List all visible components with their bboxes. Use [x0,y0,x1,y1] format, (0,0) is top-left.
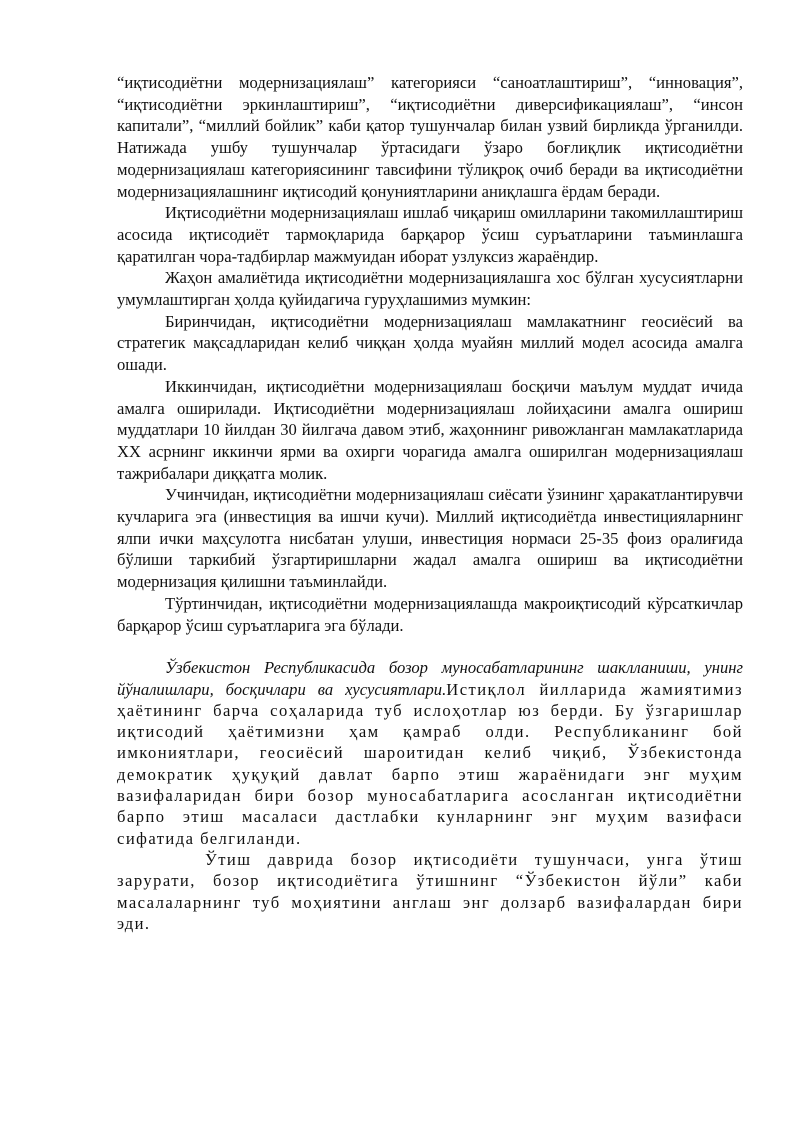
paragraph-fourth: Тўртинчидан, иқтисодиётни модернизациялашда макроиқтисодий кўрсаткичлар барқарор ўсиш суръатларига эга бўлади. [117,593,743,635]
paragraph-second: Иккинчидан, иқтисодиётни модернизациялаш босқичи маълум муддат ичида амалга оширилади. Иқтисодиётни модернизациялаш лойиҳасини амалга ошириш муддатлари 10 йилдан 30 йилгача давом этиб, жаҳоннинг ривожланган мамлакатларида ХХ асрнинг иккинчи ярми ва охирги чорагида амалга оширилган модернизациялаш тажрибалари диққатга молик. [117,376,743,483]
paragraph-closing: Ўтиш даврида бозор иқтисодиёти тушунчаси, унга ўтиш зарурати, бозор иқтисодиётига ўтишнинг “Ўзбекистон йўли” каби масалаларнинг туб моҳиятини англаш энг долзарб вазифалардан бири эди. [117,849,743,933]
section-spacer [117,636,743,657]
paragraph-modernization-definition: Иқтисодиётни модернизациялаш ишлаб чиқариш омилларини такомиллаштириш асосида иқтисодиёт тармоқларида барқарор ўсиш суръатларини таъминлашга қаратилган чора-тадбирлар мажмуидан иборат узлуксиз жараёндир. [117,203,743,266]
section-heading: Ўзбекистон Республикасида бозор муносабатларининг шаклланиши, унинг йўналишлари, босқичлари ва хусусиятлари. [117,658,743,699]
paragraph-world-practice: Жаҳон амалиётида иқтисодиётни модернизациялашга хос бўлган хусусиятларни умумлаштирган ҳолда қуйидагича гуруҳлашимиз мумкин: [117,268,743,310]
section-body: Истиқлол йилларида жамиятимиз ҳаётининг барча соҳаларида туб ислоҳотлар юз берди. Бу ўзгаришлар иқтисодий ҳаётимизни ҳам қамраб олди. Республиканинг бой имкониятлари, геосиёсий шароитидан келиб чиқиб, Ўзбекистонда демократик ҳуқуқий давлат барпо этиш жараёнидаги энг муҳим вазифаларидан бири бозор муносабатларига асосланган иқтисодиётни барпо этиш масаласи дастлабки кунларнинг энг муҳим вазифаси сифатида белгиланди. [117,679,743,848]
paragraph-third: Учинчидан, иқтисодиётни модернизациялаш сиёсати ўзининг ҳаракатлантирувчи кучларига эга (инвестиция ва ишчи кучи). Миллий иқтисодиётда инвестицияларнинг ялпи ички маҳсулотга нисбатан улуши, инвестиция нормаси 25-35 фоиз оралиғида бўлиши таркибий ўзгартиришларни жадал амалга ошириш ва иқтисодиётни модернизация қилишни таъминлайди. [117,485,743,592]
document-page [117,72,743,934]
paragraph-modernization-categories: “иқтисодиётни модернизациялаш” категорияси “саноатлаштириш”, “инновация”, “иқтисодиётни эркинлаштириш”, “иқтисодиётни диверсификациялаш”, “инсон капитали”, “миллий бойлик” каби қатор тушунчалар билан узвий бирликда ўрганилди. Натижада ушбу тушунчалар ўртасидаги ўзаро боғлиқлик иқтисодиётни модернизациялаш категориясининг тавсифини тўлиқроқ очиб беради ва иқтисодиётни модернизациялашнинг иқтисодий қонуниятларини аниқлашга ёрдам беради. [117,73,743,201]
section-paragraph [117,657,743,849]
paragraph-first: Биринчидан, иқтисодиётни модернизациялаш мамлакатнинг геосиёсий ва стратегик мақсадларидан келиб чиққан ҳолда муайян миллий модел асосида амалга ошади. [117,311,743,375]
